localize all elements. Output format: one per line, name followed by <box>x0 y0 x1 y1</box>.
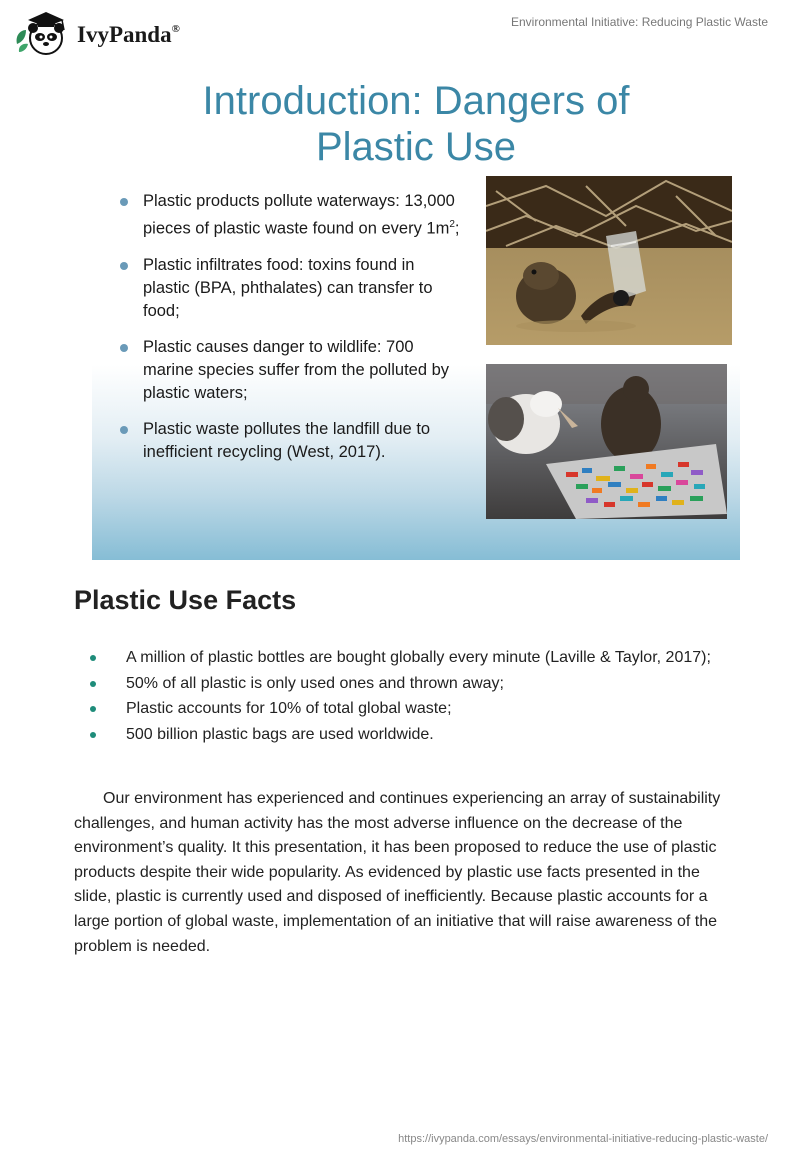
source-url[interactable]: https://ivypanda.com/essays/environmental-initiative-reducing-plastic-waste/ <box>398 1133 768 1145</box>
fact-item: Plastic accounts for 10% of total global waste; <box>90 697 720 722</box>
bullet-dot-icon <box>90 732 96 738</box>
bullet-dot-icon <box>90 655 96 661</box>
slide-bullet: Plastic causes danger to wildlife: 700 marine species suffer from the polluted by plastic waters; <box>118 336 464 405</box>
slide-title-line-2: Plastic Use <box>315 125 517 169</box>
document-title: Environmental Initiative: Reducing Plastic Waste <box>510 15 768 29</box>
otter-plastic-bottle-photo <box>486 176 732 345</box>
slide-bullet-list <box>118 190 464 477</box>
body-paragraph: Our environment has experienced and continues experiencing an array of sustainability challenges, and human activity has the most adverse influence on the decrease of the environment’s quality. It this presentation, it has been proposed to reduce the use of plastic products despite their wide popularity. As evidenced by plastic use facts presented in the slide, plastic is currently used and disposed of inefficiently. Because plastic accounts for a large portion of global waste, implementation of an initiative that will raise awareness of the problem is needed. <box>74 790 721 955</box>
bullet-dot-icon <box>120 344 128 352</box>
fact-item: 500 billion plastic bags are used worldwide. <box>90 723 720 748</box>
slide-bullet: Plastic infiltrates food: toxins found in plastic (BPA, phthalates) can transfer to food; <box>118 254 464 323</box>
slide-title-line-1: Introduction: Dangers of <box>202 79 630 123</box>
bullet-dot-icon <box>90 706 96 712</box>
logo-text: IvyPanda® <box>77 22 180 47</box>
slide-title <box>92 78 740 170</box>
ivypanda-logo[interactable] <box>14 8 180 58</box>
presentation-slide <box>92 72 740 560</box>
bullet-dot-icon <box>120 198 128 206</box>
albatross-plastic-pieces-photo <box>486 364 727 519</box>
page-header <box>0 0 800 60</box>
bullet-dot-icon <box>120 262 128 270</box>
slide-bullet: Plastic waste pollutes the landfill due to inefficient recycling (West, 2017). <box>118 418 464 464</box>
fact-item: A million of plastic bottles are bought globally every minute (Laville & Taylor, 2017); <box>90 646 720 671</box>
slide-bullet: Plastic products pollute waterways: 13,000 pieces of plastic waste found on every $1m^2$; <box>118 190 464 241</box>
section-title: Plastic Use Facts <box>74 585 297 615</box>
facts-list <box>90 646 720 748</box>
fact-item: 50% of all plastic is only used ones and thrown away; <box>90 672 720 697</box>
panda-graduation-cap-icon <box>14 8 72 58</box>
bullet-dot-icon <box>120 426 128 434</box>
bullet-dot-icon <box>90 681 96 687</box>
